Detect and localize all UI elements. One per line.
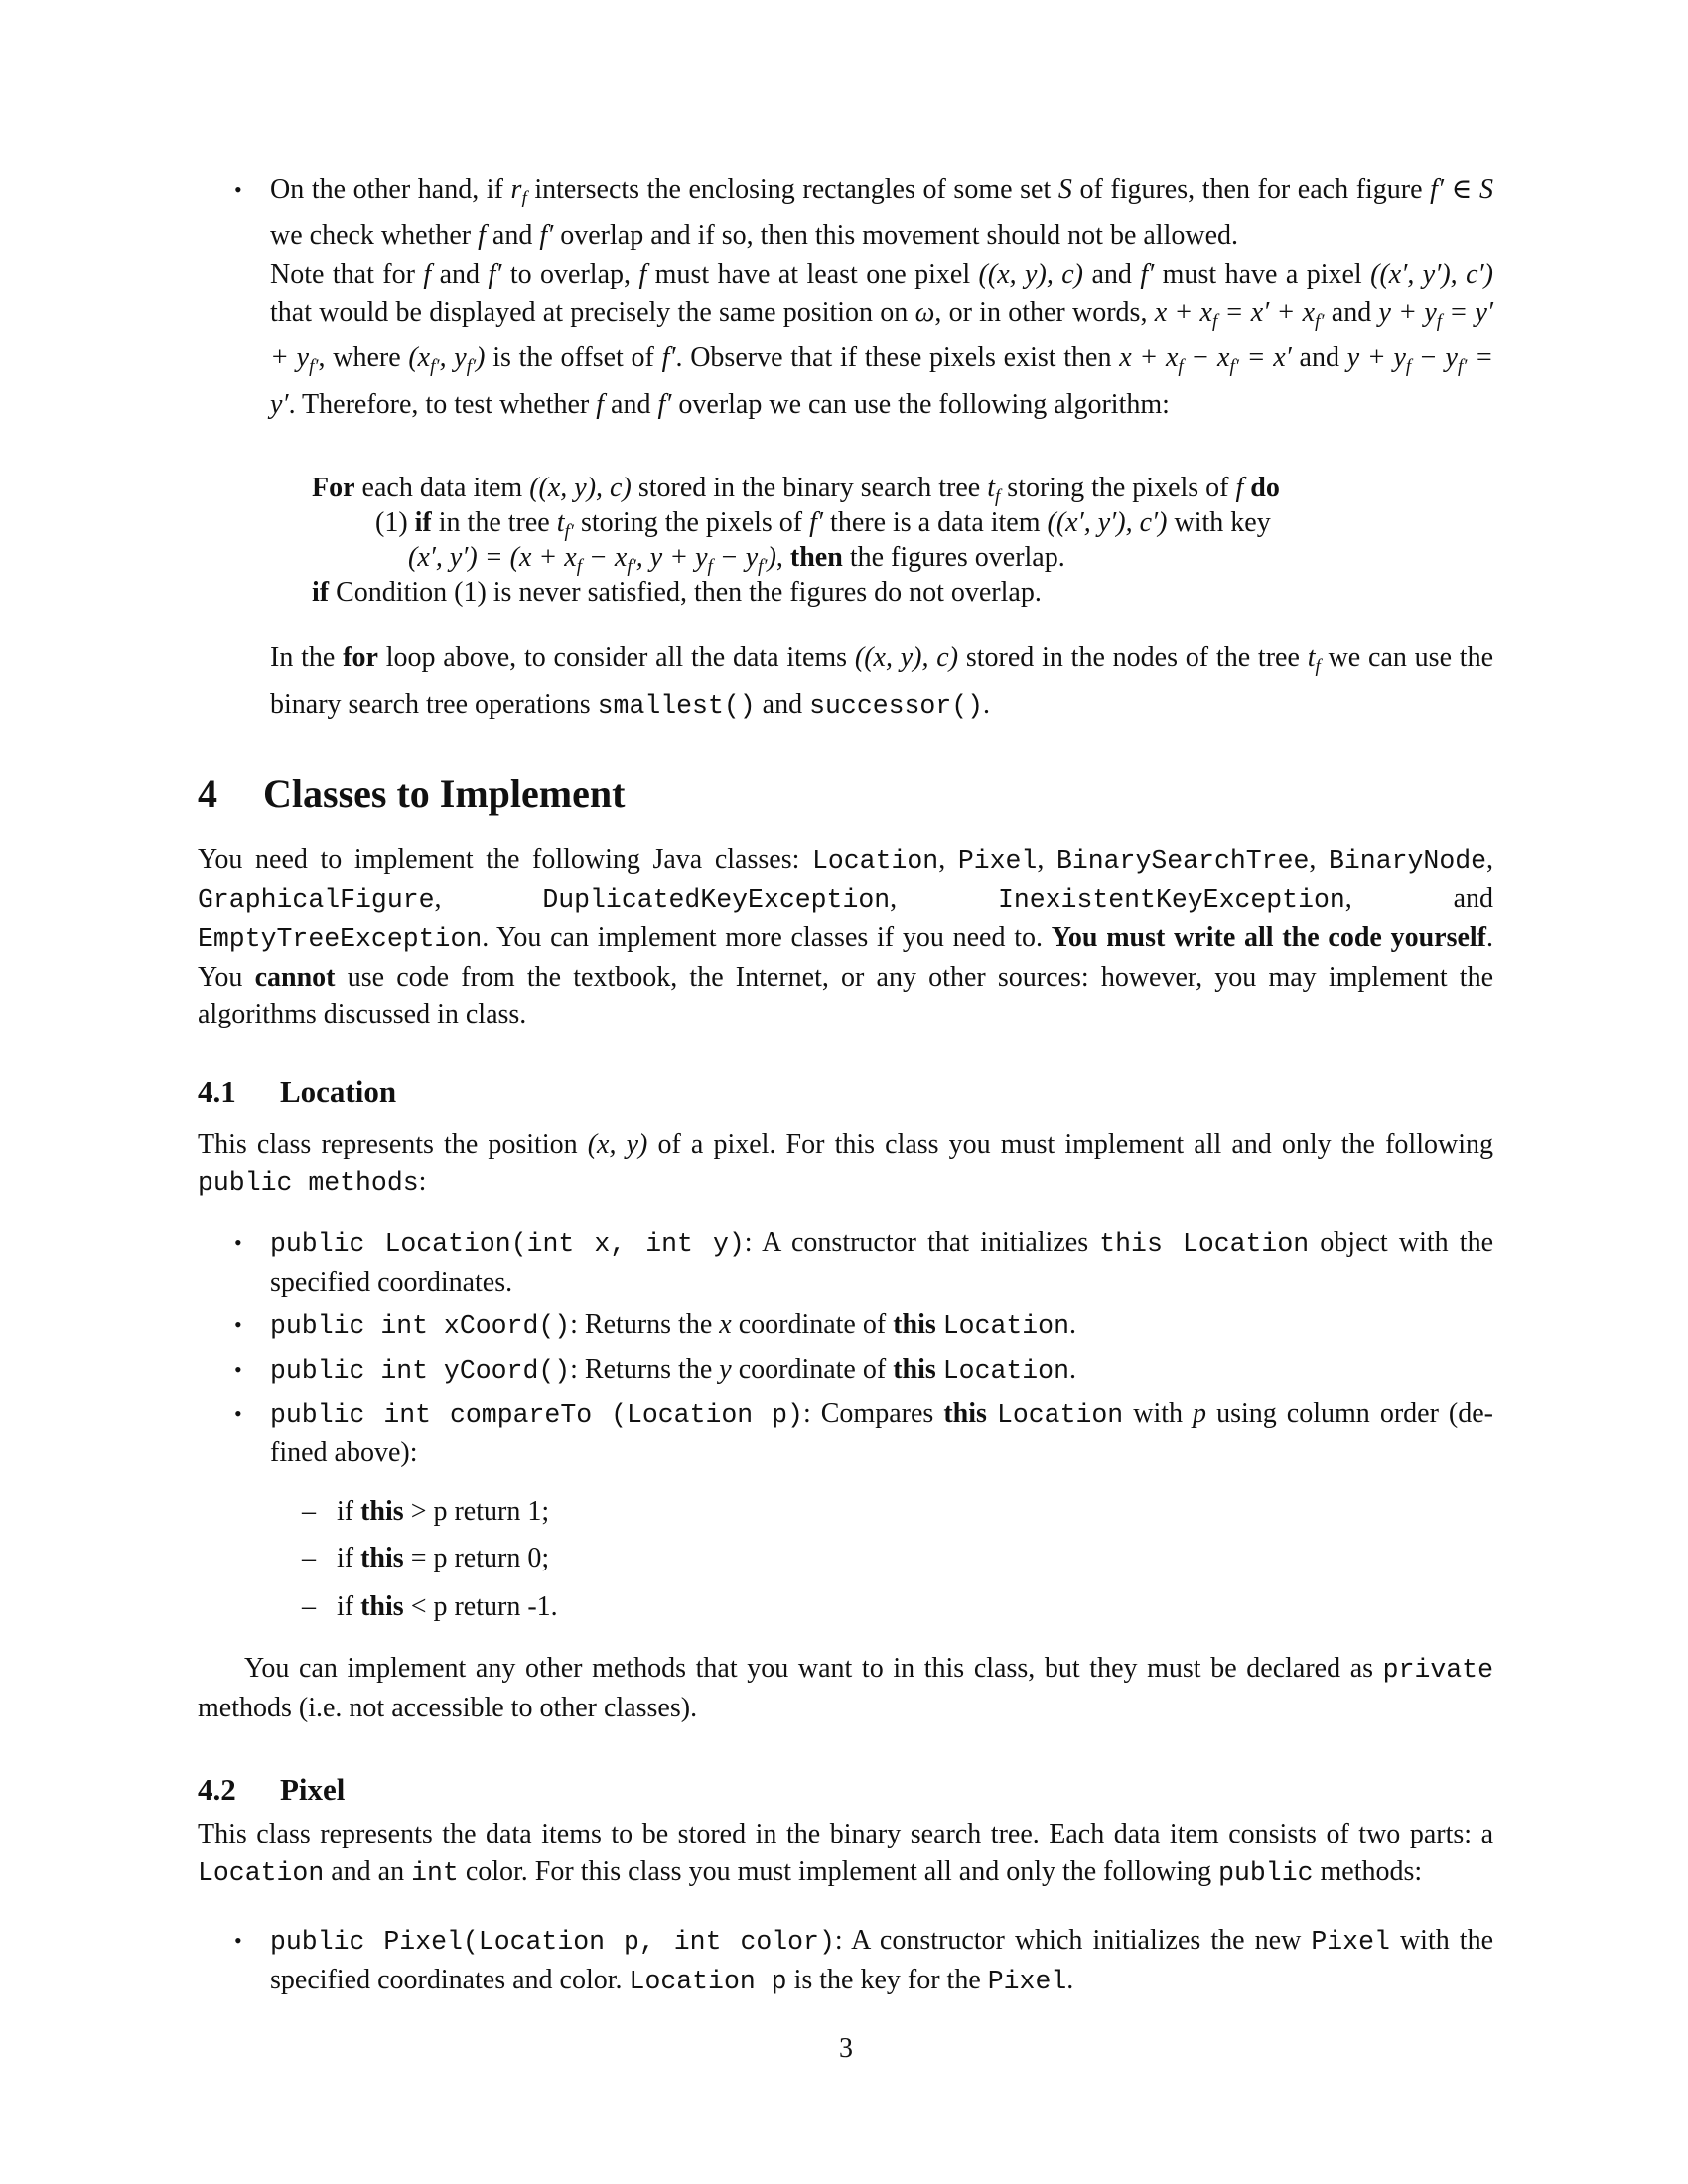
compare-case-less (337, 1588, 558, 1626)
text-run: and (485, 219, 540, 251)
bold-run: You must write all the code yourself (1051, 922, 1486, 953)
text-run: > p return 1; (403, 1496, 550, 1527)
text-run: that would be displayed at precisely the same position on (270, 296, 915, 328)
code-run: BinaryNode (1329, 846, 1487, 876)
bold-run: then (789, 542, 843, 573)
text-run: and (604, 388, 658, 420)
code-run: GraphicalFigure (198, 885, 435, 915)
text-run: loop above, to consider all the data items (377, 642, 855, 673)
bold-run: for (343, 642, 378, 673)
math-run: ((x, y), c) (529, 473, 632, 503)
math-run: ((x, y), c) (854, 642, 959, 673)
math-run: f′ (809, 507, 824, 538)
text-run: Condition (1) is never satisfied, then the figures do not overlap. (329, 577, 1042, 608)
code-run: this Location (1099, 1229, 1310, 1259)
text-run: we can use the binary search tree operations (270, 642, 1494, 720)
math-run: (x (408, 342, 431, 373)
math-subscript: f (707, 556, 713, 577)
math-run: − y (1411, 342, 1458, 373)
text-run: of figures, then for each figure (1071, 174, 1431, 205)
math-run: ((x′, y′), c′) (1047, 507, 1168, 538)
text-run: use code from the textbook, the Internet, or any other sources: however, you may implement the algorithms discussed in class. (198, 961, 1493, 1029)
text-run: coordinate of (731, 1309, 894, 1340)
text-run: there is a data item (823, 507, 1048, 538)
compare-case-greater (337, 1493, 549, 1531)
bullet-icon: • (234, 1230, 242, 1255)
math-subscript: f′ (564, 521, 574, 542)
math-run: ((x′, y′), c′) (1370, 259, 1493, 290)
text-run: , where (318, 342, 409, 373)
math-run: = x′ (1238, 342, 1292, 373)
math-subscript: f (1212, 310, 1218, 332)
math-run: f (596, 388, 605, 420)
dash-icon: – (302, 1591, 316, 1622)
math-subscript: f′ (1457, 356, 1468, 377)
section-4-2-title: Pixel (280, 1772, 346, 1807)
math-run: f (638, 259, 647, 290)
text-run: methods (i.e. not accessible to other classes). (198, 1692, 698, 1723)
math-run: f′ (488, 259, 502, 290)
text-run: You need to implement the following Java classes: (198, 844, 812, 875)
text-run: using column order (de-fined above): (270, 1398, 1494, 1468)
location-method-compareto (270, 1395, 1493, 1471)
math-run: y (719, 1354, 732, 1385)
code-run: public (1218, 1857, 1314, 1888)
text-run: and (1083, 259, 1141, 290)
text-run: , (938, 844, 958, 875)
math-run: , y (439, 342, 467, 373)
text-run: each data item (354, 473, 530, 503)
math-run: f (1235, 473, 1244, 503)
math-run: f′ ∈ S (1430, 174, 1493, 205)
text-run: , and (1344, 883, 1493, 914)
code-run: Location (198, 1857, 325, 1888)
page-number: 3 (839, 2033, 853, 2064)
text-run: overlap and if so, then this movement should not be allowed. (553, 219, 1239, 251)
math-run: r (510, 174, 522, 205)
text-run: and an (324, 1855, 412, 1887)
compare-case-equal (337, 1540, 549, 1577)
bold-run: this (360, 1591, 404, 1622)
math-run: (x′, y′) = (x + x (408, 542, 577, 573)
math-subscript: f′ (627, 556, 636, 577)
math-run: = y′ + y (270, 296, 1494, 373)
math-subscript: f′ (758, 556, 768, 577)
code-run: public int yCoord() (270, 1356, 571, 1386)
code-run: Pixel (1311, 1927, 1390, 1957)
bullet-icon: • (234, 1312, 242, 1337)
text-run: , (1309, 844, 1329, 875)
text-run: : Compares (802, 1398, 944, 1429)
location-paragraph (198, 1126, 1493, 1202)
code-run: BinarySearchTree (1055, 846, 1310, 876)
text-run: color. For this class you must implement all and only the following (458, 1855, 1219, 1887)
overlap-bullet-paragraph (270, 171, 1493, 254)
text-run: object with the specified coordinates. (270, 1227, 1493, 1297)
text-run: . You can implement more classes if you need to. (482, 922, 1052, 953)
section-4-2-number: 4.2 (198, 1772, 236, 1807)
text-run: stored in the binary search tree (631, 473, 988, 503)
text-run: we check whether (270, 219, 479, 251)
text-run: : A constructor which initializes the new (834, 1925, 1312, 1956)
bold-run: For (312, 473, 355, 503)
code-run: InexistentKeyException (997, 885, 1345, 915)
math-run: t (1307, 642, 1316, 673)
math-run: f′ (1140, 259, 1155, 290)
algorithm-line-4 (312, 574, 1042, 612)
text-run: and (1291, 342, 1347, 373)
pixel-paragraph (198, 1816, 1493, 1892)
bold-run: this (360, 1496, 404, 1527)
text-run: must have at least one pixel (646, 259, 979, 290)
math-run: − x (582, 542, 628, 573)
math-subscript: f′ (430, 356, 440, 377)
text-run: (1) (375, 507, 415, 538)
code-run: private (1382, 1655, 1493, 1685)
text-run: : A constructor that initializes (744, 1227, 1100, 1258)
text-run: You can implement any other methods that you want to in this class, but they must be declared as (244, 1653, 1383, 1684)
text-run: methods: (1313, 1855, 1423, 1887)
text-run: storing the pixels of (1000, 473, 1236, 503)
text-run (936, 1354, 943, 1385)
text-run: with (1123, 1398, 1194, 1429)
text-run: if (337, 1543, 361, 1573)
math-run: = x′ + x (1217, 296, 1316, 328)
bold-run: do (1250, 473, 1280, 503)
bullet-icon: • (234, 1928, 242, 1953)
text-run: if (337, 1496, 361, 1527)
private-paragraph (198, 1650, 1493, 1726)
text-run: This class represents the position (198, 1129, 588, 1160)
math-subscript: f′ (309, 356, 319, 377)
math-subscript: f′ (466, 356, 477, 377)
text-run: . (1066, 1964, 1074, 1995)
code-run: EmptyTreeException (198, 924, 483, 954)
math-run: ) (476, 342, 486, 373)
math-run: p (1193, 1398, 1207, 1429)
text-run: , (775, 542, 790, 573)
code-run: Pixel (957, 846, 1038, 876)
bold-run: this (893, 1354, 936, 1385)
math-run: x + x (1119, 342, 1179, 373)
code-run: Location (942, 1311, 1069, 1341)
location-method-constructor (270, 1224, 1493, 1300)
math-run: f′ (539, 219, 554, 251)
text-run: . Therefore, to test whether (288, 388, 597, 420)
math-subscript: f (1405, 356, 1412, 377)
code-run: public methods (198, 1167, 419, 1198)
math-subscript: f′ (1229, 356, 1239, 377)
text-run: intersects the enclosing rectangles of some set (526, 174, 1058, 205)
math-run: ((x, y), c) (978, 259, 1084, 290)
text-run (987, 1398, 997, 1429)
text-run: , (434, 883, 543, 914)
section-4-number: 4 (198, 771, 217, 816)
bold-run: if (414, 507, 432, 538)
math-run: f′ (657, 388, 672, 420)
text-run: of a pixel. For this class you must implement all and only the following (647, 1129, 1493, 1160)
bold-run: if (312, 577, 330, 608)
math-subscript: f (995, 486, 1001, 507)
code-run: int (411, 1857, 459, 1888)
text-run: < p return -1. (403, 1591, 558, 1622)
math-run: y + y (1378, 296, 1437, 328)
math-run: (x, y) (587, 1129, 648, 1160)
math-subscript: f (1436, 310, 1443, 332)
math-run: x (719, 1309, 732, 1340)
code-run: public int xCoord() (270, 1311, 571, 1341)
code-run: DuplicatedKeyException (542, 885, 891, 915)
math-subscript: f (1178, 356, 1184, 377)
code-run: Location (996, 1400, 1124, 1430)
dash-icon: – (302, 1496, 316, 1527)
text-run: . (1069, 1354, 1076, 1385)
bullet-icon: • (234, 177, 242, 202)
text-run: On the other hand, if (270, 174, 511, 205)
math-run: t (556, 507, 565, 538)
math-run: − x (1183, 342, 1230, 373)
code-run: public Location(int x, int y) (270, 1229, 745, 1259)
math-run: f′ (661, 342, 676, 373)
pixel-method-constructor (270, 1922, 1493, 2000)
text-run: , or in other words, (934, 296, 1155, 328)
code-run: public int compareTo (Location p) (270, 1400, 803, 1430)
text-run: , (890, 883, 998, 914)
math-run: ) (767, 542, 776, 573)
bold-run: this (893, 1309, 936, 1340)
text-run: Note that for (270, 259, 424, 290)
text-run: is the offset of (485, 342, 662, 373)
section-4-1-title: Location (280, 1074, 397, 1109)
text-run: . You (198, 922, 1493, 993)
code-run: Pixel (987, 1966, 1067, 1996)
code-run: smallest() (597, 690, 756, 721)
text-run: stored in the nodes of the tree (958, 642, 1308, 673)
text-run: and (431, 259, 489, 290)
text-run: is the key for the (786, 1964, 988, 1995)
math-run: f (478, 219, 486, 251)
dash-icon: – (302, 1543, 316, 1573)
code-run: Location (942, 1356, 1069, 1386)
bullet-icon: • (234, 1357, 242, 1382)
bullet-icon: • (234, 1401, 242, 1426)
bold-run: cannot (254, 961, 336, 993)
text-run: : Returns the (570, 1354, 720, 1385)
code-run: Location (811, 846, 939, 876)
math-run: , y + y (635, 542, 708, 573)
text-run: with the specified coordinates and color. (270, 1925, 1493, 1995)
text-run: : (418, 1165, 427, 1197)
note-paragraph (270, 256, 1493, 423)
text-run: and (1324, 296, 1379, 328)
text-run: storing the pixels of (573, 507, 810, 538)
math-run: − y (712, 542, 759, 573)
text-run: if (337, 1591, 361, 1622)
text-run: : Returns the (570, 1309, 720, 1340)
math-subscript: f (576, 556, 583, 577)
text-run: and (755, 688, 810, 720)
location-method-xcoord (270, 1306, 1493, 1346)
math-run: x + x (1154, 296, 1212, 328)
text-run: , (1037, 844, 1056, 875)
code-run: Location p (629, 1966, 787, 1996)
math-run: = y′ (270, 342, 1494, 420)
code-run: successor() (809, 690, 984, 721)
math-run: y + y (1346, 342, 1406, 373)
math-subscript: f′ (1315, 310, 1325, 332)
for-loop-paragraph (270, 639, 1493, 725)
text-run: . (983, 688, 991, 720)
location-method-ycoord (270, 1351, 1493, 1391)
classes-paragraph (198, 841, 1493, 1033)
text-run: This class represents the data items to be stored in the binary search tree. Each data item consists of two parts: a (198, 1819, 1493, 1849)
math-run: ω (914, 296, 935, 328)
text-run: . Observe that if these pixels exist then (675, 342, 1120, 373)
text-run: . (1069, 1309, 1076, 1340)
section-4-1-number: 4.1 (198, 1074, 236, 1109)
text-run: In the (270, 642, 344, 673)
text-run: = p return 0; (403, 1543, 550, 1573)
math-subscript: f (1315, 656, 1321, 677)
text-run: with key (1167, 507, 1271, 538)
text-run: , (1486, 844, 1494, 875)
text-run: in the tree (431, 507, 557, 538)
text-run: must have a pixel (1154, 259, 1371, 290)
text-run: coordinate of (731, 1354, 894, 1385)
math-run: t (987, 473, 996, 503)
math-subscript: f (521, 188, 527, 208)
bold-run: this (943, 1398, 987, 1429)
section-4-title: Classes to Implement (263, 771, 626, 816)
text-run: overlap we can use the following algorithm: (671, 388, 1170, 420)
text-run (936, 1309, 943, 1340)
code-run: public Pixel(Location p, int color) (270, 1927, 835, 1957)
text-run: the figures overlap. (842, 542, 1065, 573)
math-run: S (1057, 174, 1072, 205)
text-run: to overlap, (501, 259, 639, 290)
math-run: f (423, 259, 432, 290)
bold-run: this (360, 1543, 404, 1573)
